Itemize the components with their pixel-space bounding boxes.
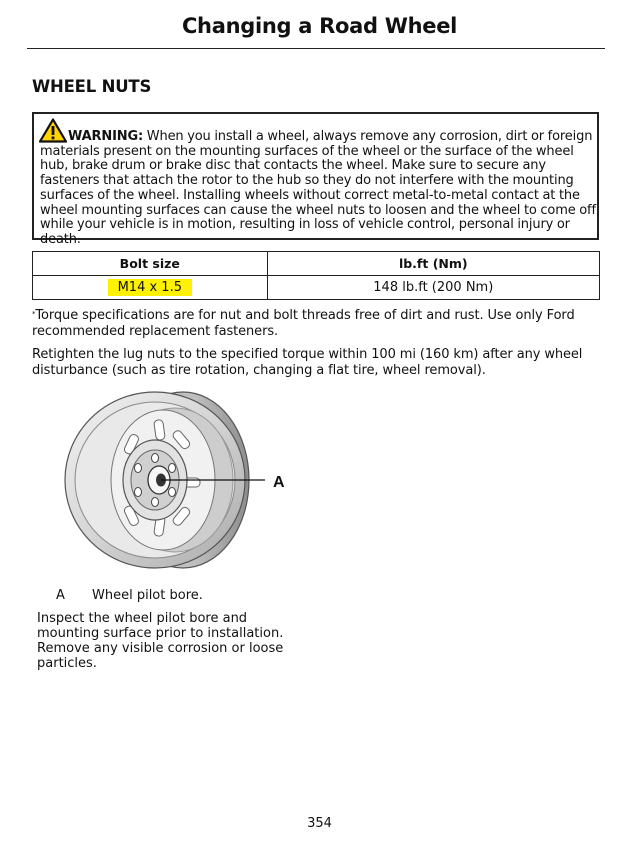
- warning-body: When you install a wheel, always remove any corrosion, dirt or foreign materials present on the mounting surfaces of the wheel or the surface of the wheel hub, brake drum or brake disc that contacts the wheel. Make sure to secure any fasteners that attach the rotor to the hub so they do not interfere with the mounting surfaces of the wheel. Installing wheels without correct metal-to-metal contact at the wheel mounting surfaces can cause the wheel nuts to loosen and the wheel to come off while your vehicle is in motion, resulting in loss of vehicle control, personal injury or death.: [40, 129, 596, 247]
- torque-table: [32, 251, 600, 300]
- column-header-torque: lb.ft (Nm): [267, 252, 599, 276]
- retighten-note: Retighten the lug nuts to the specified torque within 100 mi (160 km) after any wheel disturbance (such as tire rotation, changing a flat tire, wheel removal).: [32, 347, 583, 378]
- header-divider: [27, 48, 605, 49]
- table-header-row: [33, 252, 600, 276]
- footnote-text: Torque specifications are for nut and bolt threads free of dirt and rust. Use only Ford recommended replacement fasteners.: [32, 308, 575, 339]
- warning-text: [40, 129, 596, 248]
- inspect-instructions: Inspect the wheel pilot bore and mounting surface prior to installation. Remove any visible corrosion or loose particles.: [37, 611, 284, 671]
- section-heading: WHEEL NUTS: [32, 77, 152, 96]
- highlighted-bolt-size: M14 x 1.5: [108, 279, 192, 296]
- cell-torque: 148 lb.ft (200 Nm): [267, 276, 599, 300]
- page-number: 354: [307, 816, 332, 831]
- torque-footnote: [32, 308, 592, 339]
- column-header-bolt-size: Bolt size: [33, 252, 268, 276]
- warning-box: [32, 112, 599, 247]
- footnote-marker: *: [32, 310, 36, 318]
- table-row: [33, 276, 600, 300]
- wheel-illustration: [55, 388, 305, 573]
- legend-description: Wheel pilot bore.: [92, 588, 203, 603]
- callout-label-a: A: [273, 474, 285, 491]
- warning-label: WARNING:: [68, 129, 144, 144]
- cell-bolt-size: [33, 276, 268, 300]
- legend-letter: A: [56, 588, 65, 603]
- page-title: Changing a Road Wheel: [181, 14, 458, 38]
